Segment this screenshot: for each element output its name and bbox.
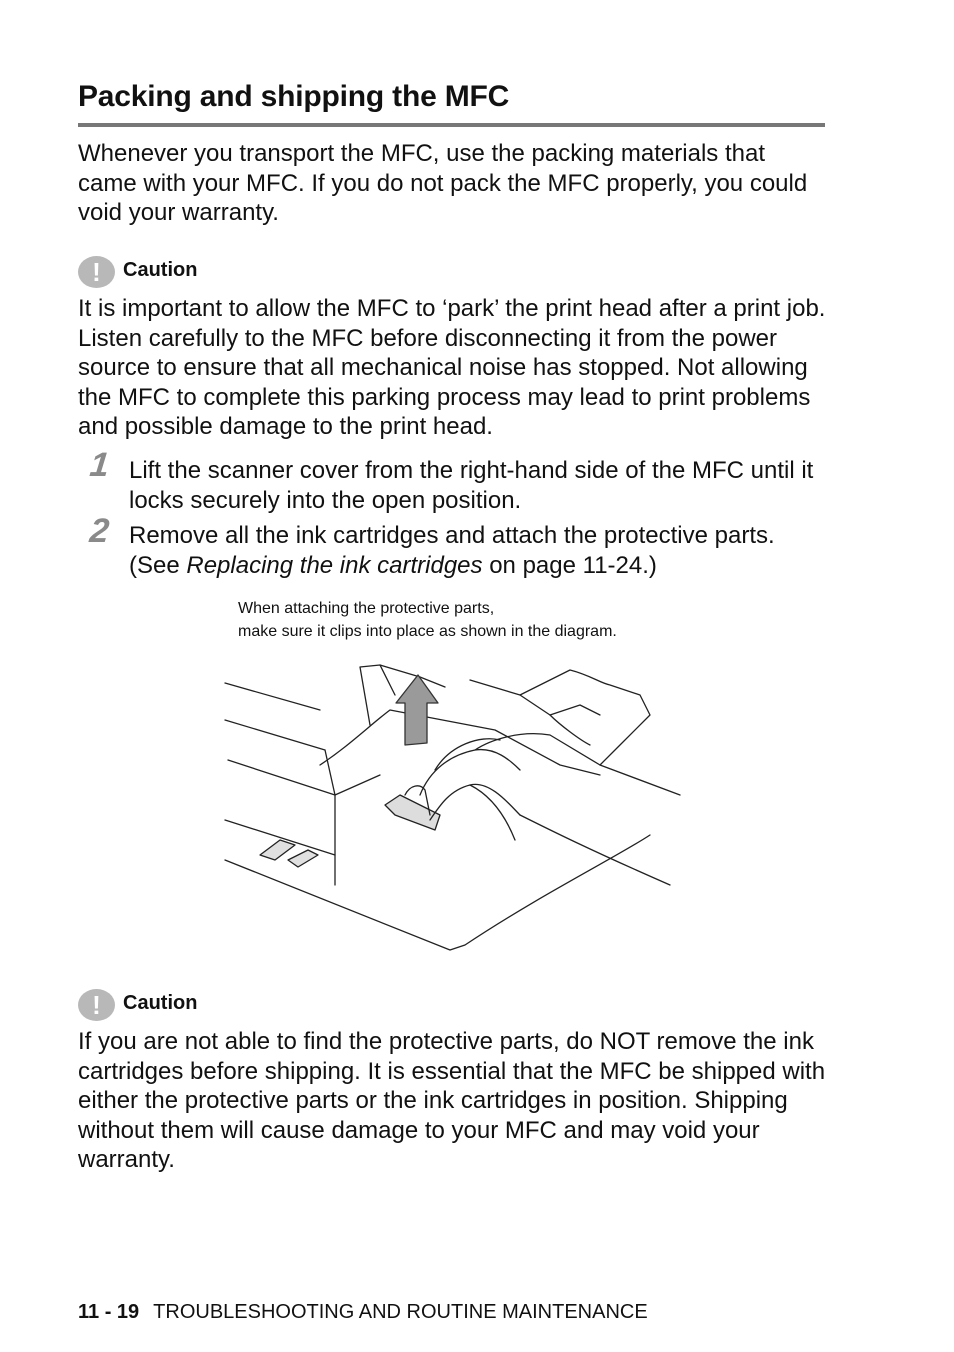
step-number: 2 [88, 512, 111, 550]
caution-text: It is important to allow the MFC to ‘park’ the print head after a print job. Listen carefully to the MFC before disconnecting it from the power source to ensure that all mechanical noise has stopped. Not allowing the MFC to complete this parking process may lead to print problems and possible damage to the print head. [78, 295, 826, 441]
figure-caption-line: When attaching the protective parts, [238, 600, 495, 617]
caution-label: Caution [123, 259, 198, 281]
title-rule [78, 123, 825, 127]
figure-caption [238, 597, 838, 643]
figure-caption-line: make sure it clips into place as shown in the diagram. [238, 623, 617, 640]
step-text [129, 521, 829, 580]
step-text-before: Remove all the ink cartridges and attach the protective parts. (See [129, 522, 775, 579]
cross-reference-link: Replacing the ink cartridges [186, 551, 483, 579]
page-title: Packing and shipping the MFC [78, 80, 510, 113]
caution-text: If you are not able to find the protective parts, do NOT remove the ink cartridges before shipping. It is essential that the MFC be shipped with either the protective parts or the ink cartridges in position. Shipping without them will cause damage to your MFC and may void your warranty. [78, 1028, 826, 1174]
step-text-after: on page 11-24.) [482, 551, 657, 579]
intro-paragraph: Whenever you transport the MFC, use the packing materials that came with your MFC. If you do not pack the MFC properly, you could void your warranty. [78, 140, 808, 227]
caution-label: Caution [123, 992, 198, 1014]
step-number: 1 [88, 446, 111, 484]
step-text: Lift the scanner cover from the right-hand side of the MFC until it locks securely into the open position. [129, 457, 814, 514]
page-number: 11 - 19 [78, 1301, 140, 1323]
caution-exclamation-icon: ! [78, 989, 115, 1021]
protective-part-illustration [220, 655, 690, 955]
page-footer [78, 1301, 648, 1324]
caution-exclamation-icon: ! [78, 256, 115, 288]
section-name: TROUBLESHOOTING AND ROUTINE MAINTENANCE [153, 1301, 648, 1323]
